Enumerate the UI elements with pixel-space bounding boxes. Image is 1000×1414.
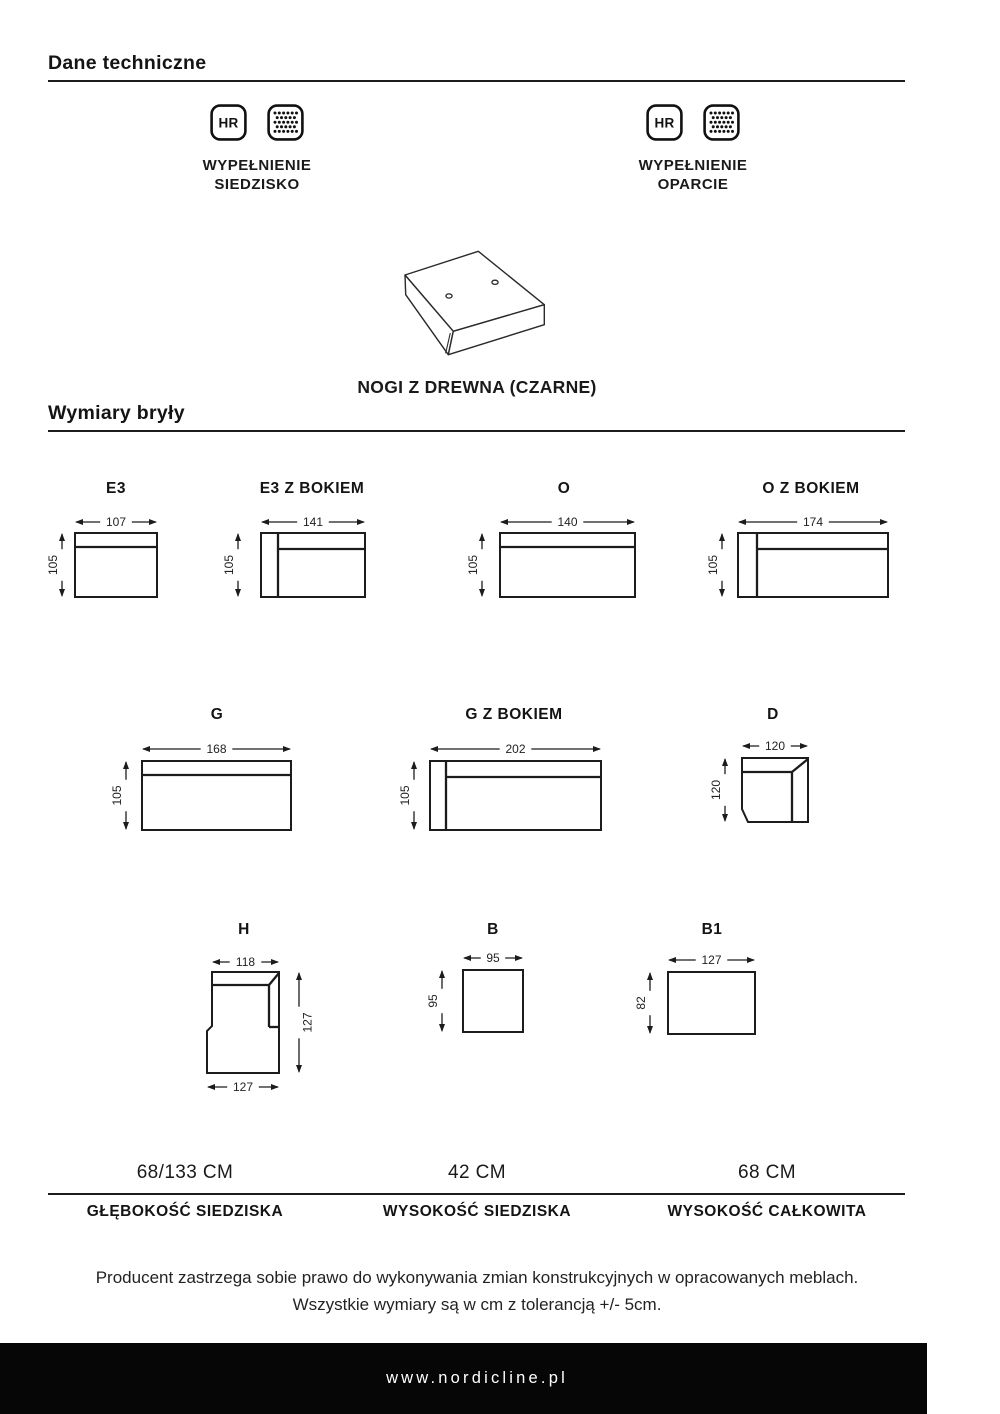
svg-text:95: 95 — [486, 951, 500, 966]
svg-text:G: G — [210, 706, 224, 723]
module-diagram-o — [466, 480, 635, 597]
svg-text:120: 120 — [764, 739, 786, 754]
svg-text:G Z BOKIEM: G Z BOKIEM — [465, 706, 563, 723]
svg-text:105: 105 — [706, 554, 720, 576]
footer-url: www.nordicline.pl — [386, 1369, 568, 1387]
svg-text:127: 127 — [232, 1080, 254, 1095]
svg-text:E3: E3 — [106, 480, 126, 497]
legs-label: NOGI Z DREWNA (CZARNE) — [357, 377, 597, 397]
svg-text:82: 82 — [634, 996, 648, 1010]
svg-text:O: O — [557, 480, 571, 497]
spec-label: WYSOKOŚĆ CAŁKOWITA — [667, 1203, 867, 1220]
svg-text:105: 105 — [398, 785, 412, 806]
module-diagram-gb — [398, 706, 601, 830]
module-diagram-d — [709, 706, 808, 822]
spec-label: WYSOKOŚĆ SIEDZISKA — [382, 1203, 572, 1220]
svg-text:202: 202 — [505, 742, 526, 757]
disclaimer-line-1: Producent zastrzega sobie prawo do wykonywania zmian konstrukcyjnych w opracowanych meblach. — [95, 1268, 859, 1287]
svg-text:E3 Z BOKIEM: E3 Z BOKIEM — [259, 480, 365, 497]
module-diagram-h — [207, 921, 315, 1094]
svg-text:140: 140 — [557, 515, 578, 530]
filling-label-seat: WYPEŁNIENIE SIEDZISKO — [202, 157, 312, 193]
svg-text:120: 120 — [709, 779, 723, 801]
filling-label-backrest: WYPEŁNIENIE OPARCIE — [638, 157, 748, 193]
spec-label: GŁĘBOKOŚĆ SIEDZISKA — [86, 1203, 284, 1220]
svg-text:95: 95 — [426, 994, 440, 1008]
spec-value: 68 CM — [738, 1162, 796, 1183]
svg-text:D: D — [767, 706, 779, 723]
svg-text:H: H — [238, 921, 250, 938]
module-diagram-e3b — [222, 480, 365, 597]
svg-text:B1: B1 — [701, 921, 723, 938]
svg-text:118: 118 — [235, 955, 256, 970]
svg-text:107: 107 — [105, 515, 127, 530]
svg-text:O Z BOKIEM: O Z BOKIEM — [762, 480, 860, 497]
svg-text:127: 127 — [300, 1012, 315, 1033]
svg-text:B: B — [487, 921, 499, 938]
svg-text:127: 127 — [701, 953, 722, 968]
module-diagram-e3 — [46, 480, 157, 597]
svg-text:HR: HR — [218, 115, 239, 131]
svg-text:168: 168 — [206, 742, 227, 757]
disclaimer-line-2: Wszystkie wymiary są w cm z tolerancją +/- 5cm. — [292, 1295, 662, 1314]
module-diagram-b1 — [634, 921, 755, 1034]
svg-text:105: 105 — [222, 554, 236, 576]
section-title-wymiary-bryly: Wymiary bryły — [48, 402, 185, 424]
spec-value: 68/133 CM — [136, 1162, 234, 1183]
svg-text:105: 105 — [466, 554, 480, 576]
section-title-dane-techniczne: Dane techniczne — [48, 52, 207, 74]
disclaimer — [0, 1264, 954, 1318]
svg-text:105: 105 — [110, 785, 124, 806]
spec-value: 42 CM — [448, 1162, 506, 1183]
module-diagram-g — [110, 706, 291, 830]
specs-rule — [48, 1193, 905, 1195]
module-diagram-ob — [706, 480, 888, 597]
svg-text:105: 105 — [46, 554, 60, 576]
svg-text:141: 141 — [302, 515, 324, 530]
svg-text:174: 174 — [802, 515, 824, 530]
module-diagram-b — [426, 921, 523, 1032]
svg-text:HR: HR — [654, 115, 675, 131]
